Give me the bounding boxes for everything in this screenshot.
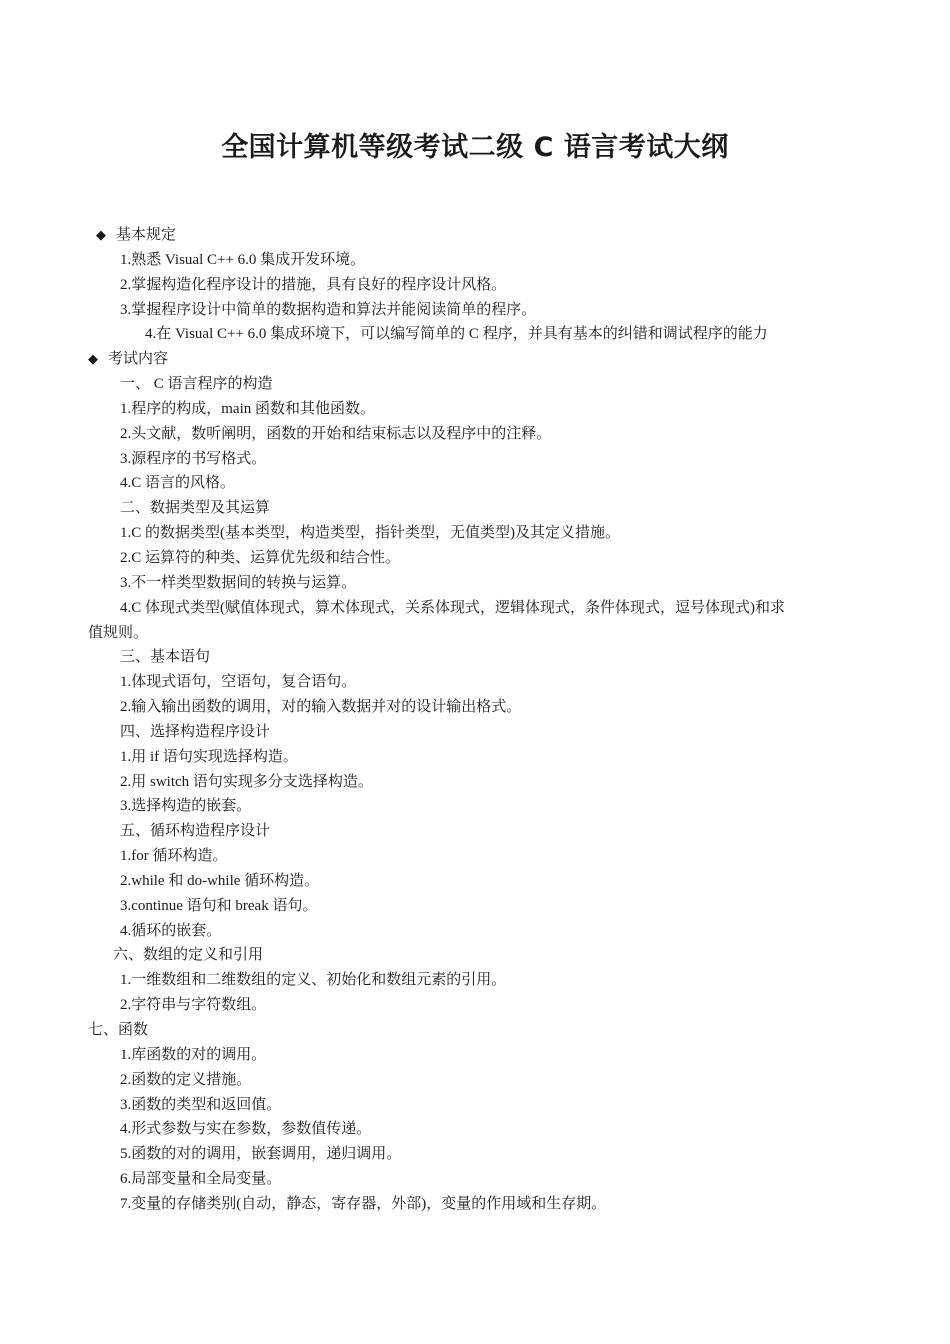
subsection-title: 三、基本语句 — [120, 649, 211, 666]
section-heading-basic — [0, 223, 950, 248]
list-item: 1.一维数组和二维数组的定义、初始化和数组元素的引用。 — [120, 972, 507, 989]
document-title: 全国计算机等级考试二级 C 语言考试大纲 — [221, 132, 729, 163]
list-item: 5.函数的对的调用，嵌套调用，递归调用。 — [120, 1146, 402, 1163]
list-item: 2.while 和 do-while 循环构造。 — [120, 872, 320, 889]
list-item: 1.库函数的对的调用。 — [120, 1046, 267, 1063]
list-item: 2.输入输出函数的调用，对的输入数据并对的设计输出格式。 — [120, 699, 522, 716]
list-item: 3.源程序的书写格式。 — [120, 450, 267, 467]
list-item: 2.头文献，数听阐明，函数的开始和结束标志以及程序中的注释。 — [120, 425, 552, 442]
list-item-wrapped-line1: 4.C 体现式类型(赋值体现式，算术体现式，关系体现式，逻辑体现式，条件体现式，逗号体现式)和求 — [120, 599, 785, 616]
subsection-title: 二、数据类型及其运算 — [120, 500, 271, 517]
list-item: 2.字符串与字符数组。 — [120, 997, 267, 1014]
list-item: 1.体现式语句，空语句，复合语句。 — [120, 674, 357, 691]
list-item: 3.掌握程序设计中简单的数据构造和算法并能阅读简单的程序。 — [120, 301, 537, 318]
list-item: 3.选择构造的嵌套。 — [120, 798, 252, 815]
list-item: 4.C 语言的风格。 — [120, 475, 236, 492]
subsection-title: 一、 C 语言程序的构造 — [120, 376, 273, 393]
subsection-title: 七、函数 — [88, 1022, 149, 1038]
list-item-wrapped-line2: 值规则。 — [88, 624, 149, 641]
list-item: 2.用 switch 语句实现多分支选择构造。 — [120, 773, 373, 790]
list-item: 2.函数的定义措施。 — [120, 1071, 252, 1088]
list-item: 2.掌握构造化程序设计的措施，具有良好的程序设计风格。 — [120, 276, 507, 293]
heading-text: 基本规定 — [116, 227, 177, 243]
section-heading-content — [0, 347, 950, 372]
list-item: 3.函数的类型和返回值。 — [120, 1096, 282, 1113]
list-item: 3.continue 语句和 break 语句。 — [120, 897, 318, 914]
list-item: 1.熟悉 Visual C++ 6.0 集成开发环境。 — [120, 251, 366, 268]
subsection-title: 四、选择构造程序设计 — [120, 723, 271, 740]
subsection-title: 六、数组的定义和引用 — [113, 947, 264, 964]
list-item: 3.不一样类型数据间的转换与运算。 — [120, 574, 357, 591]
list-item: 6.局部变量和全局变量。 — [120, 1171, 282, 1188]
list-item: 4.形式参数与实在参数，参数值传递。 — [120, 1121, 372, 1138]
list-item: 2.C 运算符的种类、运算优先级和结合性。 — [120, 549, 401, 566]
list-item: 1.C 的数据类型(基本类型，构造类型，指针类型，无值类型)及其定义措施。 — [120, 525, 620, 542]
list-item: 1.程序的构成，main 函数和其他函数。 — [120, 400, 375, 417]
heading-text: 考试内容 — [108, 351, 169, 368]
list-item: 4.在 Visual C++ 6.0 集成环境下，可以编写简单的 C 程序，并具有基本的纠错和调试程序的能力 — [145, 326, 768, 343]
list-item: 1.用 if 语句实现选择构造。 — [120, 748, 298, 765]
black-diamond-icon: ◆ — [88, 351, 98, 367]
list-item: 1.for 循环构造。 — [120, 848, 228, 865]
black-diamond-icon: ◆ — [96, 227, 106, 242]
document-body — [0, 223, 950, 1217]
list-item: 7.变量的存储类别(自动，静态，寄存器，外部)，变量的作用域和生存期。 — [120, 1195, 607, 1212]
subsection-title: 五、循环构造程序设计 — [120, 823, 271, 840]
list-item: 4.循环的嵌套。 — [120, 922, 222, 939]
